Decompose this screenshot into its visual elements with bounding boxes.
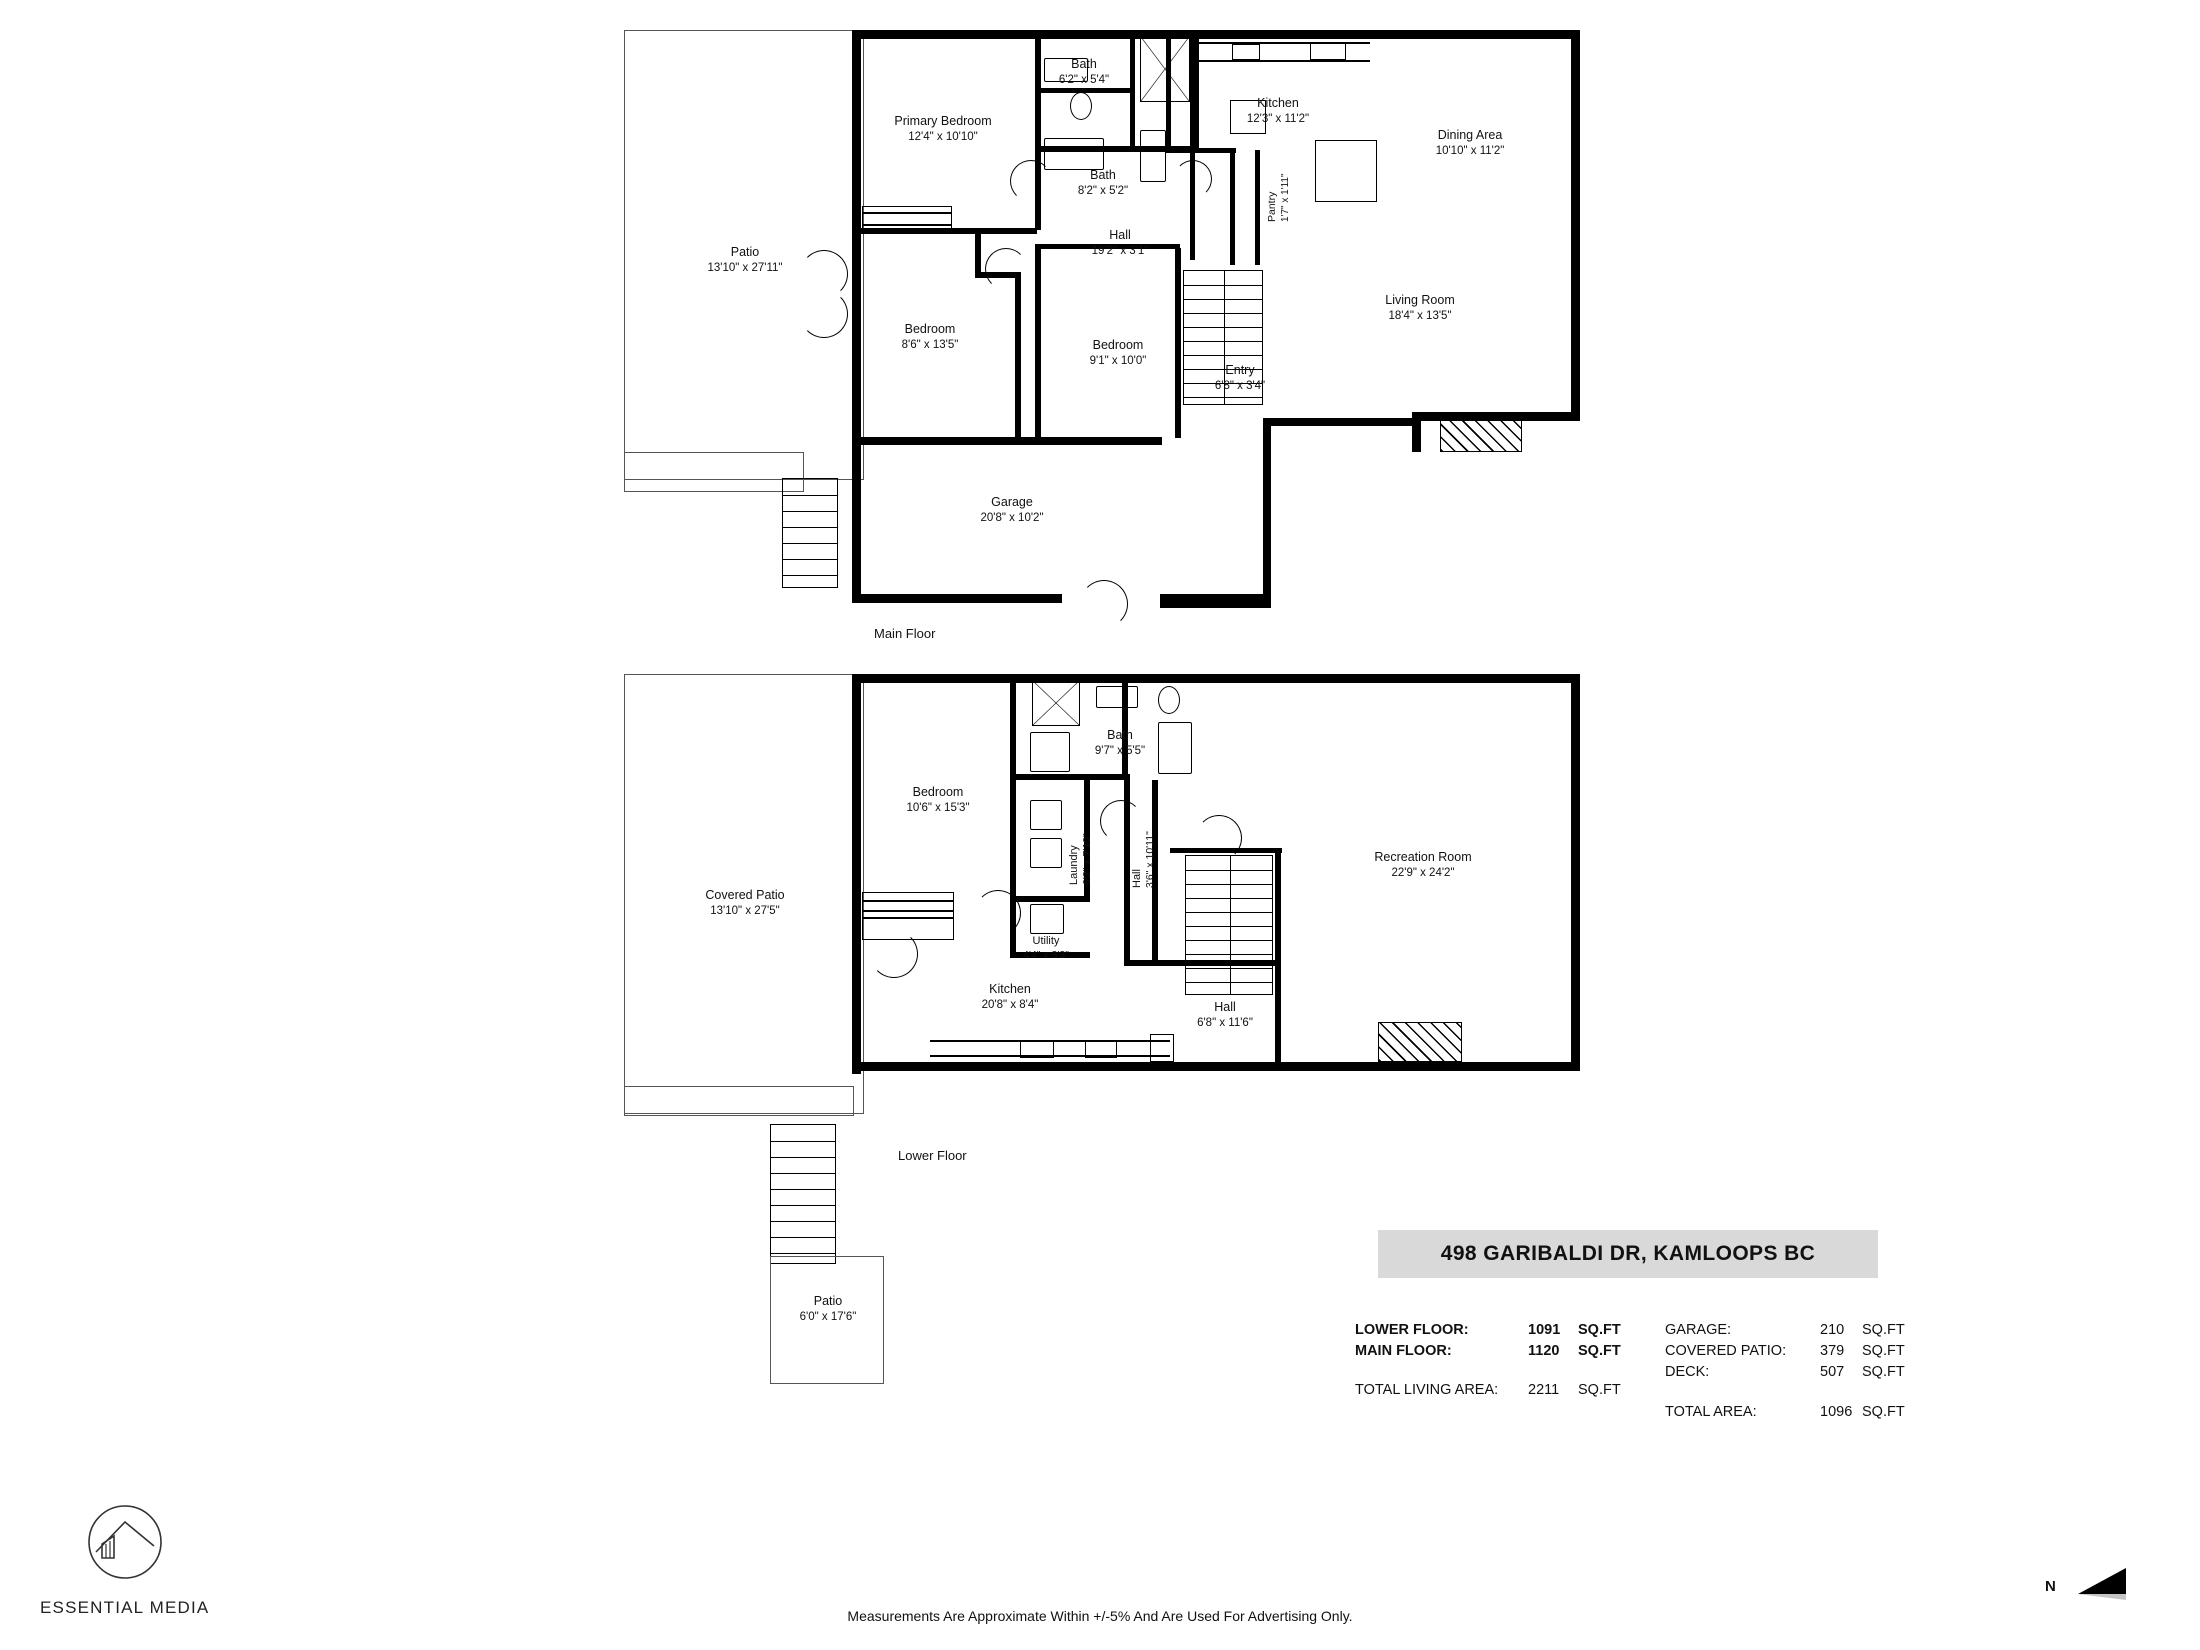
area-value-main-floor: 1120 xyxy=(1528,1343,1560,1359)
wall xyxy=(1263,418,1271,608)
room-label-bath-1: Bath 6'2" x 5'4" xyxy=(1058,57,1110,86)
area-label-main-floor: MAIN FLOOR: xyxy=(1355,1343,1452,1359)
room-label-laundry: Laundry xyxy=(1068,845,1080,885)
room-label-bedroom-1: Bedroom 8'6" x 13'5" xyxy=(901,322,959,351)
room-label-kitchen: Kitchen 12'3" x 11'2" xyxy=(1246,96,1310,125)
interior-wall xyxy=(975,228,981,278)
closet-shelf xyxy=(862,900,954,902)
garage-wall xyxy=(852,437,861,602)
island-icon xyxy=(1315,140,1377,202)
wall xyxy=(852,30,861,445)
door-arc xyxy=(870,930,918,978)
room-label-bedroom-lower: Bedroom 10'6" x 15'3" xyxy=(906,785,970,814)
cooktop-icon xyxy=(1020,1040,1054,1058)
interior-wall xyxy=(1230,150,1235,265)
address-title-bar xyxy=(1378,1230,1878,1278)
area-value-covered-patio: 379 xyxy=(1820,1343,1845,1359)
lower-stairs xyxy=(1185,855,1273,995)
area-label-garage: GARAGE: xyxy=(1665,1322,1732,1338)
door-arc xyxy=(1174,160,1212,198)
main-patio-outline-lower xyxy=(624,452,804,492)
wall xyxy=(852,437,1162,445)
area-unit-garage: SQ.FT xyxy=(1862,1322,1905,1338)
door-arc xyxy=(1196,815,1242,861)
toilet-icon xyxy=(1158,686,1180,714)
area-unit-total-living: SQ.FT xyxy=(1578,1382,1621,1398)
cooktop-icon xyxy=(1310,42,1346,60)
wall xyxy=(1190,30,1199,150)
room-label-hall-lower-1: Hall xyxy=(1131,869,1143,888)
room-label-laundry-dim: 6'2" x 7'10" xyxy=(1081,833,1093,885)
disclaimer-text: Measurements Are Approximate Within +/-5% And Are Used For Advertising Only. xyxy=(847,1608,1353,1624)
wall xyxy=(1571,674,1580,1062)
interior-wall xyxy=(1130,30,1135,150)
patio-steps xyxy=(782,478,838,588)
room-label-pantry: Pantry xyxy=(1266,191,1278,222)
sink-icon xyxy=(1085,1040,1117,1058)
toilet-icon xyxy=(1070,92,1092,120)
door-arc xyxy=(985,248,1027,290)
door-arc xyxy=(1010,160,1052,202)
area-value-total-living: 2211 xyxy=(1528,1382,1560,1398)
room-label-bath-lower: Bath 9'7" x 5'5" xyxy=(1094,728,1146,757)
closet-shelf-box xyxy=(862,892,954,918)
wall xyxy=(852,1062,1580,1071)
wall xyxy=(1571,30,1580,420)
covered-patio-outline-lower xyxy=(624,1086,854,1116)
garage-wall xyxy=(852,594,1062,603)
brand-name: ESSENTIAL MEDIA xyxy=(40,1598,210,1617)
area-unit-total-area: SQ.FT xyxy=(1862,1404,1905,1420)
door-arc xyxy=(1100,800,1142,842)
room-label-bath-2: Bath 8'2" x 5'2" xyxy=(1077,168,1129,197)
area-unit-lower-floor: SQ.FT xyxy=(1578,1322,1621,1338)
wall xyxy=(1190,674,1580,683)
tub-icon xyxy=(1044,138,1104,170)
closet-shelf-box xyxy=(862,206,952,230)
room-label-utility: Utility 4'4" x 3'3" xyxy=(1023,935,1069,961)
door-arc xyxy=(1080,580,1128,628)
vanity-icon xyxy=(1096,686,1138,708)
room-label-pantry-dim: 1'7" x 1'11" xyxy=(1280,173,1291,222)
main-floor-title: Main Floor xyxy=(874,626,936,641)
room-label-dining: Dining Area 10'10" x 11'2" xyxy=(1435,128,1505,157)
compass-icon xyxy=(2060,1560,2160,1610)
area-value-total-area: 1096 xyxy=(1820,1404,1853,1420)
room-label-garage: Garage 20'8" x 10'2" xyxy=(980,495,1044,524)
fridge-icon xyxy=(1150,1034,1174,1062)
interior-wall xyxy=(1010,774,1130,780)
essential-media-logo-icon xyxy=(80,1500,170,1590)
area-label-covered-patio: COVERED PATIO: xyxy=(1665,1343,1787,1359)
door-arc xyxy=(975,890,1021,936)
closet-x-icon xyxy=(1032,680,1080,726)
interior-wall xyxy=(1010,896,1090,902)
fireplace-hatch xyxy=(1440,412,1522,452)
area-label-total-living: TOTAL LIVING AREA: xyxy=(1355,1382,1499,1398)
closet-shelf xyxy=(862,910,954,912)
room-label-entry: Entry 6'8" x 3'4" xyxy=(1214,363,1266,392)
room-label-kitchen-lower: Kitchen 20'8" x 8'4" xyxy=(981,982,1039,1011)
lower-floor-title: Lower Floor xyxy=(898,1148,967,1163)
wall xyxy=(1190,30,1580,39)
area-label-lower-floor: LOWER FLOOR: xyxy=(1355,1322,1469,1338)
brand-logo xyxy=(80,1500,170,1590)
area-unit-covered-patio: SQ.FT xyxy=(1862,1343,1905,1359)
area-value-deck: 507 xyxy=(1820,1364,1845,1380)
interior-wall xyxy=(1015,272,1021,437)
sink-icon xyxy=(1232,44,1260,60)
room-label-patio: Patio 13'10" x 27'11" xyxy=(707,245,783,274)
room-label-hall-lower-1-dim: 3'6" x 10'11" xyxy=(1144,831,1156,888)
room-label-hall-main: Hall 19'2" x 3'1" xyxy=(1091,228,1149,257)
interior-wall xyxy=(1166,148,1236,153)
closet-x-icon xyxy=(1140,36,1190,102)
shower-icon xyxy=(1030,732,1070,772)
area-label-total-area: TOTAL AREA: xyxy=(1665,1404,1757,1420)
garage-wall xyxy=(1160,594,1270,603)
area-unit-main-floor: SQ.FT xyxy=(1578,1343,1621,1359)
room-label-hall-lower-2: Hall 6'8" x 11'6" xyxy=(1197,1000,1253,1029)
fireplace-hatch xyxy=(1378,1022,1462,1062)
compass-letter: N xyxy=(2045,1578,2056,1595)
room-label-living-room: Living Room 18'4" x 13'5" xyxy=(1385,293,1455,322)
room-label-bedroom-2: Bedroom 9'1" x 10'0" xyxy=(1089,338,1147,367)
area-value-lower-floor: 1091 xyxy=(1528,1322,1561,1338)
area-unit-deck: SQ.FT xyxy=(1862,1364,1905,1380)
wall xyxy=(1270,418,1420,426)
area-value-garage: 210 xyxy=(1820,1322,1845,1338)
area-label-deck: DECK: xyxy=(1665,1364,1710,1380)
dryer-icon xyxy=(1030,838,1062,868)
kitchen-counter xyxy=(1195,60,1370,62)
wall xyxy=(852,674,861,1074)
room-label-primary-bedroom: Primary Bedroom 12'4" x 10'10" xyxy=(894,114,992,143)
utility-sink-icon xyxy=(1030,904,1064,934)
address-text: 498 GARIBALDI DR, KAMLOOPS BC xyxy=(1440,1242,1816,1265)
interior-wall xyxy=(1255,150,1260,265)
patio-steps xyxy=(770,1124,836,1264)
interior-wall xyxy=(1275,850,1281,1062)
room-label-recreation-room: Recreation Room 22'9" x 24'2" xyxy=(1374,850,1472,879)
room-label-patio-lower: Patio 6'0" x 17'6" xyxy=(799,1294,857,1323)
interior-wall xyxy=(1010,674,1016,779)
room-label-covered-patio: Covered Patio 13'10" x 27'5" xyxy=(705,888,785,917)
